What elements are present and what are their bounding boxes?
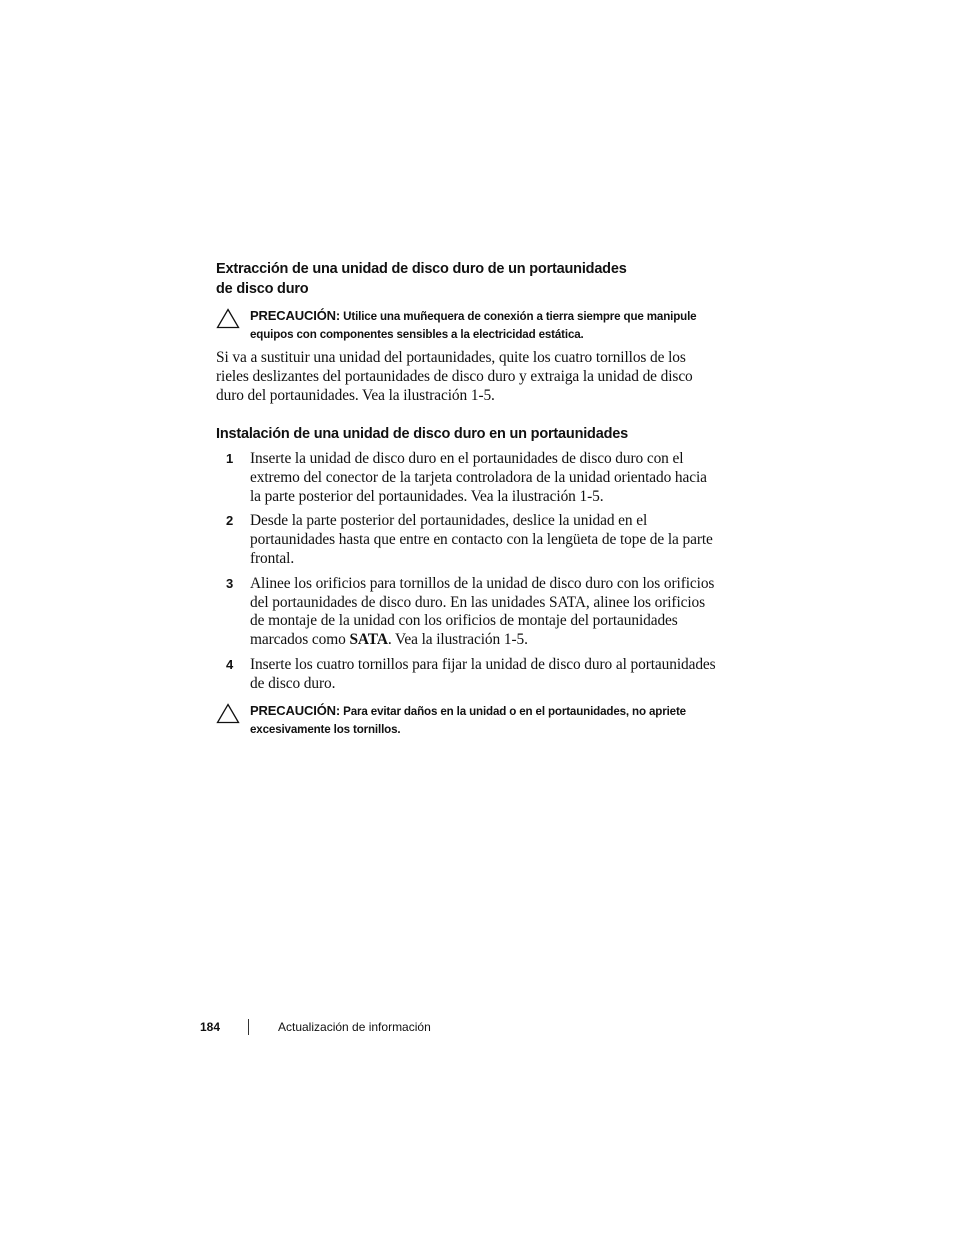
step-text: Inserte la unidad de disco duro en el portaunidades de disco duro con el extremo del conector de la tarjeta controladora de la unidad orientado hacia la parte posterior del portaunidades. Vea la ilustración 1-5. [250, 450, 707, 505]
step-number: 3 [226, 575, 234, 591]
heading-line-1: Extracción de una unidad de disco duro de un portaunidades [216, 261, 627, 277]
step-number: 2 [226, 513, 234, 529]
step-item [216, 656, 716, 694]
sata-marking: SATA [349, 631, 388, 649]
heading-line-2: de disco duro [216, 281, 309, 297]
warning-triangle-icon [216, 703, 240, 724]
caution-text [250, 702, 716, 739]
page-number: 184 [200, 1020, 221, 1034]
footer-chapter-title: Actualización de información [278, 1020, 431, 1034]
step-number: 1 [226, 451, 234, 466]
caution-body: Para evitar daños en la unidad o en el portaunidades, no apriete excesivamente los tornillos. [250, 705, 686, 736]
step-text: Desde la parte posterior del portaunidades, deslice la unidad en el portaunidades hasta que entre en contacto con la lengüeta de tope de la parte frontal. [250, 512, 713, 567]
step-item [216, 450, 716, 506]
step-item [216, 512, 716, 568]
step-text-after: . Vea la ilustración 1-5. [387, 631, 528, 649]
caution-note [216, 307, 716, 344]
section-heading-removal [216, 259, 716, 299]
section-heading-install: Instalación de una unidad de disco duro en un portaunidades [216, 426, 628, 442]
step-number: 4 [226, 656, 234, 672]
step-text-before: Alinee los orificios para tornillos de la unidad de disco duro con los orificios del portaunidades de disco duro. En las unidades SATA, alinee los orificios de montaje de la unidad con los orificios de montaje del portaunidades marcados como [250, 574, 715, 649]
caution-label: PRECAUCIÓN: [250, 308, 341, 323]
install-steps-list [216, 450, 716, 700]
step-text [250, 575, 716, 650]
caution-note [216, 702, 716, 739]
caution-body: Utilice una muñequera de conexión a tierra siempre que manipule equipos con componentes sensibles a la electricidad estática. [250, 310, 697, 341]
removal-paragraph: Si va a sustituir una unidad del portaunidades, quite los cuatro tornillos de los rieles deslizantes del portaunidades de disco duro y extraiga la unidad de disco duro del portaunidades. Vea la ilustración 1-5. [216, 349, 693, 404]
footer-divider [248, 1019, 249, 1035]
warning-triangle-icon [216, 308, 240, 329]
step-text: Inserte los cuatro tornillos para fijar la unidad de disco duro al portaunidades de disco duro. [250, 655, 716, 692]
step-item [216, 575, 716, 650]
caution-label: PRECAUCIÓN: [250, 703, 341, 718]
caution-text [250, 307, 716, 344]
